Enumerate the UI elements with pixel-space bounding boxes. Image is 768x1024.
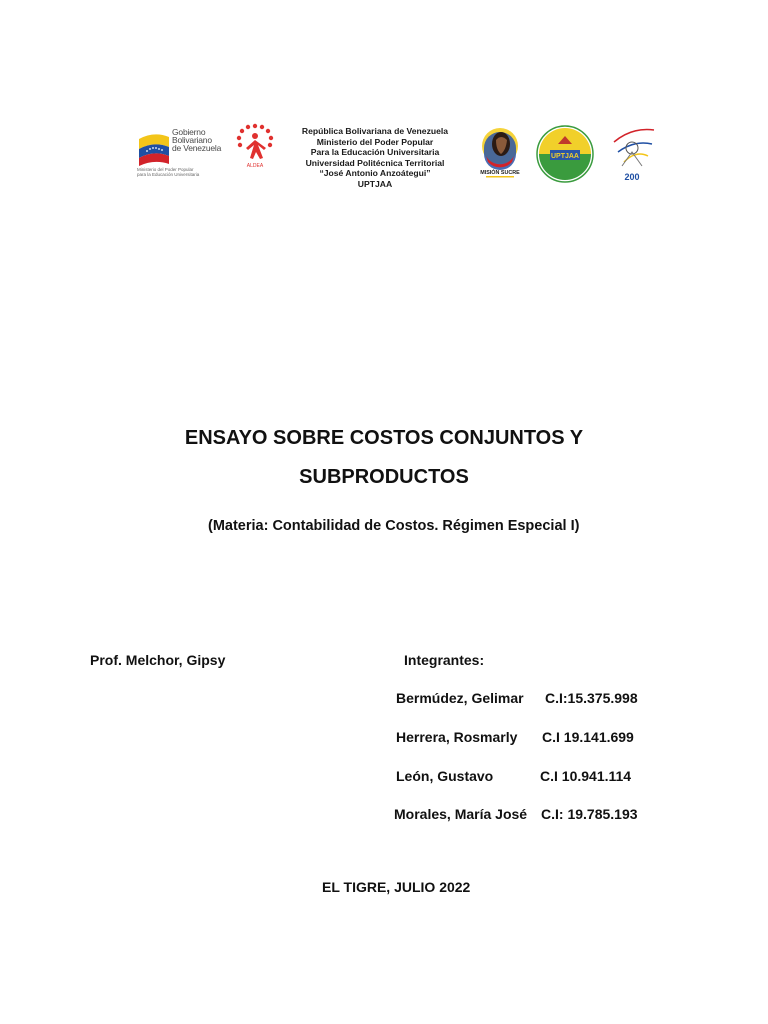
institution-line-1: República Bolivariana de Venezuela (301, 126, 449, 136)
bicent-caption: 200 (624, 172, 640, 182)
gob-line-1: Gobierno (172, 127, 206, 137)
member-name: Bermúdez, Gelimar (396, 690, 524, 706)
member-id: C.I 19.141.699 (542, 729, 634, 745)
place-date: EL TIGRE, JULIO 2022 (322, 879, 471, 895)
aldea-caption: ALDEA (246, 163, 264, 169)
sucre-caption: MISIÓN SUCRE (480, 170, 520, 176)
gob-sub-1: Ministerio del Poder Popular (137, 167, 194, 172)
gob-line-3: de Venezuela (172, 143, 222, 153)
institution-line-3: Para la Educación Universitaria (310, 147, 440, 158)
gob-sub-2: para la Educación Universitaria (137, 172, 200, 177)
uptjaa-logo (530, 124, 600, 186)
gob-line-2: Bolivariano (172, 135, 212, 145)
gobierno-bolivariano-logo (137, 125, 232, 177)
member-id: C.I 10.941.114 (540, 768, 632, 784)
document-title-line-2: SUBPRODUCTOS (299, 466, 469, 488)
institution-header (280, 126, 470, 190)
member-name: Morales, María José (394, 806, 528, 822)
institution-line-4: Universidad Politécnica Territorial (305, 157, 445, 168)
professor-name: Prof. Melchor, Gipsy (90, 652, 226, 668)
member-name: León, Gustavo (396, 768, 494, 784)
venezuela-flag-icon (137, 129, 171, 167)
subject-line: (Materia: Contabilidad de Costos. Régimen Especial I) (208, 518, 580, 534)
aldea-universitaria-logo (232, 122, 278, 170)
document-title-line-1: ENSAYO SOBRE COSTOS CONJUNTOS Y (184, 427, 584, 449)
members-label: Integrantes: (404, 652, 485, 668)
mision-sucre-logo (476, 124, 524, 179)
member-name: Herrera, Rosmarly (396, 729, 518, 745)
member-id: C.I: 19.785.193 (541, 806, 638, 822)
institution-line-6: UPTJAA (357, 178, 393, 189)
bicentenario-logo (604, 122, 660, 188)
institution-line-2: Ministerio del Poder Popular (316, 136, 434, 147)
institution-line-5: “José Antonio Anzoátegui” (319, 168, 431, 179)
member-id: C.I:15.375.998 (545, 690, 638, 706)
uptjaa-caption: UPTJAA (550, 153, 580, 160)
